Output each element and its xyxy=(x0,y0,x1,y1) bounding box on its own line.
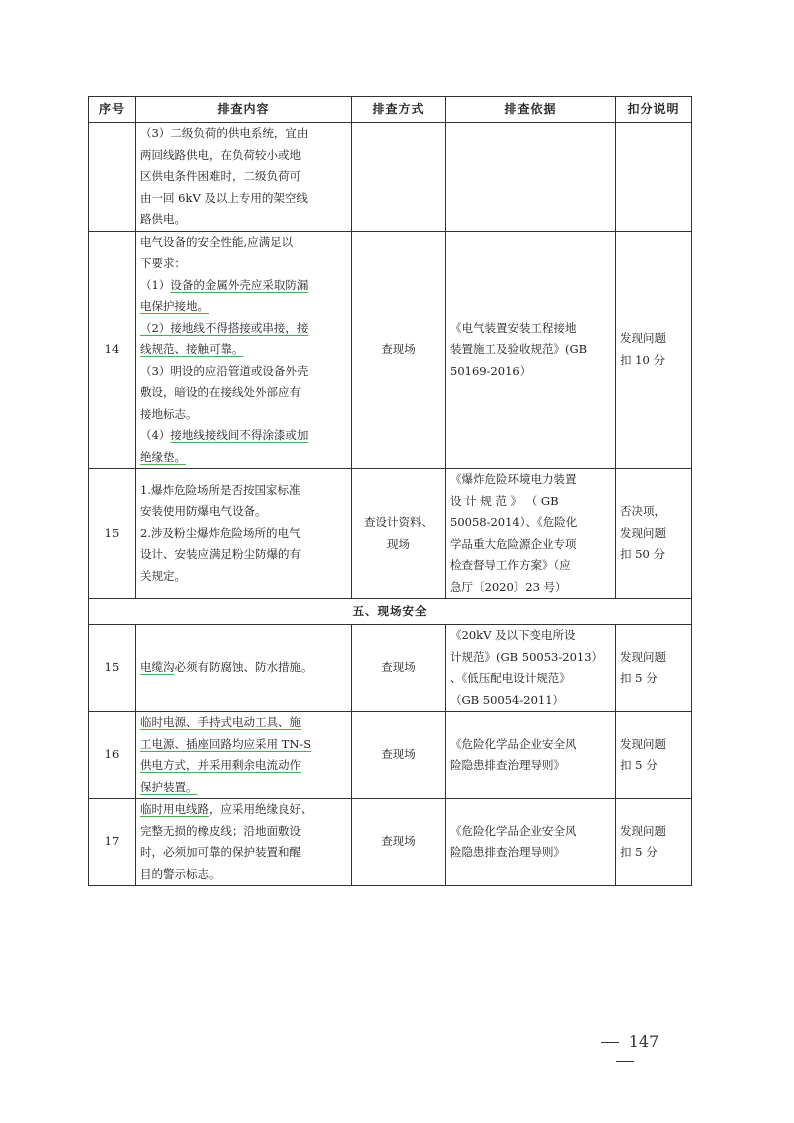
deduct-line: 发现问题 xyxy=(620,736,666,751)
deduct-line: 发现问题 xyxy=(620,649,666,664)
row-method: 查现场 xyxy=(352,231,446,469)
content-line: 完整无损的橡皮线；沿地面敷设 xyxy=(140,823,301,838)
basis-line: 《爆炸危险环境电力装置 xyxy=(450,472,577,486)
header-basis: 排查依据 xyxy=(446,97,616,123)
row-deduct xyxy=(616,469,692,599)
row-no xyxy=(89,123,136,232)
basis-line: 《危险化学品企业安全风 xyxy=(450,736,577,751)
content-line: 电气设备的安全性能,应满足以 xyxy=(140,234,294,249)
row-content xyxy=(136,123,352,232)
content-line: 线规范、接触可靠。 xyxy=(140,342,244,356)
content-line xyxy=(140,275,347,297)
content-line: 供电方式，并采用剩余电流动作 xyxy=(140,758,301,772)
content-line: 安装使用防爆电气设备。 xyxy=(140,504,267,519)
row-basis xyxy=(446,799,616,886)
row-deduct xyxy=(616,799,692,886)
row-content xyxy=(136,625,352,712)
content-line: 保护装置。 xyxy=(140,779,198,794)
content-line: 两回线路供电，在负荷较小或地 xyxy=(140,147,301,162)
row-no: 16 xyxy=(89,712,136,799)
content-line xyxy=(140,425,347,447)
page-number-value: 147 xyxy=(628,1032,660,1051)
row-method xyxy=(352,469,446,599)
underlined-text: 接地线接线间不得涂漆或加 xyxy=(170,428,309,442)
basis-line: 险隐患排查治理导则》 xyxy=(450,845,565,859)
content-line: 电保护接地。 xyxy=(140,299,209,313)
row-content xyxy=(136,712,352,799)
basis-line: 计规范》(GB 50053-2013） xyxy=(450,649,604,664)
inspection-table xyxy=(88,96,692,886)
header-no: 序号 xyxy=(89,97,136,123)
content-line: 由一回 6kV 及以上专用的架空线 xyxy=(140,190,308,205)
content-line: 关规定。 xyxy=(140,568,186,583)
content-line: （3）明设的应沿管道或设备外壳 xyxy=(140,363,309,378)
header-method: 排查方式 xyxy=(352,97,446,123)
method-line: 查设计资料、 xyxy=(364,515,433,529)
deduct-line: 否决项， xyxy=(620,504,666,519)
table-row xyxy=(89,625,692,712)
deduct-line: 扣 50 分 xyxy=(620,547,665,562)
row-basis xyxy=(446,231,616,469)
basis-line: 学品重大危险源企业专项 xyxy=(450,536,577,551)
deduct-line: 扣 5 分 xyxy=(620,671,658,685)
basis-line: 《20kV 及以下变电所设 xyxy=(450,628,576,642)
basis-line: 、《低压配电设计规范》 xyxy=(450,671,571,685)
deduct-line: 扣 5 分 xyxy=(620,845,658,859)
row-no: 15 xyxy=(89,469,136,599)
header-row xyxy=(89,97,692,123)
table-row xyxy=(89,799,692,886)
content-rest: 必须有防腐蚀、防水措施。 xyxy=(174,660,313,675)
content-line: 1.爆炸危险场所是否按国家标准 xyxy=(140,482,301,497)
row-basis xyxy=(446,712,616,799)
deduct-line: 发现问题 xyxy=(620,823,666,838)
basis-line: 检查督导工作方案》（应 xyxy=(450,558,571,572)
underlined-text: 临时用电线路 xyxy=(140,802,209,816)
content-line: 下要求： xyxy=(140,256,186,270)
content-prefix: （1） xyxy=(140,277,171,292)
basis-line: 急厅〔2020〕23 号） xyxy=(450,579,567,594)
deduct-line: 扣 10 分 xyxy=(620,352,665,367)
row-deduct xyxy=(616,712,692,799)
row-basis xyxy=(446,625,616,712)
row-deduct xyxy=(616,231,692,469)
deduct-line: 发现问题 xyxy=(620,331,666,346)
row-no: 17 xyxy=(89,799,136,886)
row-no: 14 xyxy=(89,231,136,469)
content-line: 临时电源、手持式电动工具、施 xyxy=(140,715,301,729)
page-number xyxy=(572,1032,678,1070)
content-line: 绝缘垫。 xyxy=(140,449,186,464)
content-line xyxy=(140,799,347,821)
row-method xyxy=(352,123,446,232)
table-row xyxy=(89,123,692,232)
content-line: 接地标志。 xyxy=(140,406,198,421)
content-line: 设计、安装应满足粉尘防爆的有 xyxy=(140,547,301,562)
deduct-line: 扣 5 分 xyxy=(620,758,658,772)
dash-right xyxy=(616,1061,634,1062)
content-line: 2.涉及粉尘爆炸危险场所的电气 xyxy=(140,525,301,540)
basis-line: （GB 50054-2011） xyxy=(450,692,565,707)
basis-line: 设 计 规 范 》 （ GB xyxy=(450,493,559,508)
table-row xyxy=(89,712,692,799)
row-basis xyxy=(446,469,616,599)
content-line: 敷设，暗设的在接线处外部应有 xyxy=(140,385,301,399)
content-rest: ，应采用绝缘良好、 xyxy=(209,802,313,816)
table-row xyxy=(89,231,692,469)
content-line: （2）接地线不得搭接或串接，接 xyxy=(140,320,309,335)
row-method: 查现场 xyxy=(352,712,446,799)
row-content xyxy=(136,799,352,886)
underlined-text: 设备的金属外壳应采取防漏 xyxy=(170,277,309,292)
row-method: 查现场 xyxy=(352,799,446,886)
content-line: 区供电条件困难时，二级负荷可 xyxy=(140,169,301,183)
basis-line: 险隐患排查治理导则》 xyxy=(450,758,565,772)
content-line: 工电源、插座回路均应采用 TN-S xyxy=(140,736,312,751)
section-title: 五、现场安全 xyxy=(89,599,692,625)
content-prefix: （4） xyxy=(140,428,171,442)
underlined-text: 电缆沟 xyxy=(140,660,175,675)
deduct-line: 发现问题 xyxy=(620,525,666,540)
table-row xyxy=(89,469,692,599)
row-no: 15 xyxy=(89,625,136,712)
row-basis xyxy=(446,123,616,232)
content-line: 路供电。 xyxy=(140,212,186,226)
content-line: 时，必须加可靠的保护装置和醒 xyxy=(140,845,301,859)
header-deduct: 扣分说明 xyxy=(616,97,692,123)
row-method: 查现场 xyxy=(352,625,446,712)
content-line: （3）二级负荷的供电系统，宜由 xyxy=(140,126,309,140)
section-row xyxy=(89,599,692,625)
row-content xyxy=(136,231,352,469)
basis-line: 《电气装置安装工程接地 xyxy=(450,320,577,335)
basis-line: 50169-2016） xyxy=(450,363,532,378)
content-line xyxy=(140,660,313,674)
row-content xyxy=(136,469,352,599)
basis-line: 《危险化学品企业安全风 xyxy=(450,823,577,838)
row-deduct xyxy=(616,625,692,712)
dash-left xyxy=(601,1042,619,1043)
row-deduct xyxy=(616,123,692,232)
header-content: 排查内容 xyxy=(136,97,352,123)
basis-line: 装置施工及验收规范》(GB xyxy=(450,342,588,356)
content-line: 目的警示标志。 xyxy=(140,866,221,881)
method-line: 现场 xyxy=(387,536,410,551)
basis-line: 50058-2014）、《危险化 xyxy=(450,515,578,529)
